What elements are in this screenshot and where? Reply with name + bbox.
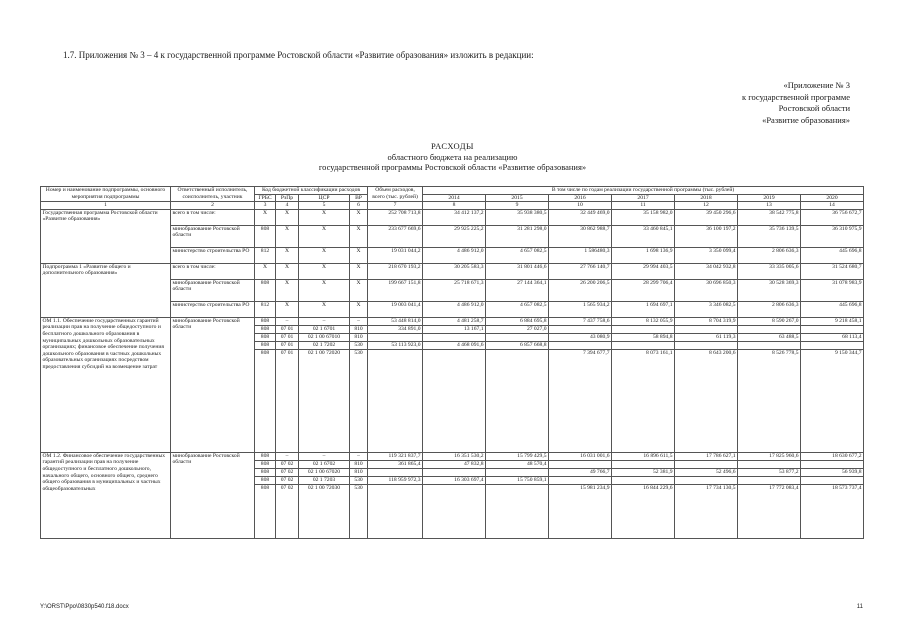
year-value-cell: 1 698 136,9: [612, 247, 675, 263]
year-value-cell: 8 704 319,9: [675, 317, 738, 325]
column-number: 4: [276, 202, 299, 210]
total-cell: 119 321 837,7: [368, 452, 423, 460]
year-value-cell: 56 939,8: [801, 468, 864, 476]
rzpr-cell: X: [276, 279, 299, 301]
appendix-line: к государственной программе: [741, 91, 850, 102]
rzpr-cell: X: [276, 301, 299, 317]
year-value-cell: 58 894,8: [612, 333, 675, 341]
year-value-cell: 34 412 137,2: [423, 209, 486, 225]
year-value-cell: 68 113,4: [801, 333, 864, 341]
year-value-cell: 29 925 225,2: [423, 225, 486, 247]
csr-cell: 02 1 00 67010: [299, 333, 350, 341]
header-executor: Ответственный исполнитель, соисполнитель, участник: [171, 187, 255, 202]
vr-cell: 810: [350, 468, 368, 476]
year-value-cell: 8 132 055,9: [612, 317, 675, 325]
year-value-cell: [486, 349, 549, 452]
year-value-cell: 39 450 296,6: [675, 209, 738, 225]
total-cell: 19 031 044,2: [368, 247, 423, 263]
year-value-cell: [675, 325, 738, 333]
column-number: 12: [675, 202, 738, 210]
year-value-cell: 53 877,2: [738, 468, 801, 476]
executor-cell: минобразование Ростовской области: [171, 317, 255, 452]
expenses-table: [40, 186, 864, 539]
rzpr-cell: 07 02: [276, 484, 299, 538]
year-value-cell: 38 542 775,8: [738, 209, 801, 225]
appendix-header: [690, 80, 850, 126]
page-number: 11: [856, 604, 863, 610]
table-row: [41, 317, 864, 325]
year-value-cell: 16 896 611,5: [612, 452, 675, 460]
year-value-cell: [486, 468, 549, 476]
vr-cell: –: [350, 452, 368, 460]
grbs-cell: 812: [255, 247, 276, 263]
year-value-cell: 31 281 298,0: [486, 225, 549, 247]
header-year: 2014: [423, 194, 486, 202]
year-value-cell: 31 078 983,9: [801, 279, 864, 301]
header-total: Объем расходов, всего (тыс. рублей): [368, 187, 423, 202]
year-value-cell: 8 073 161,1: [612, 349, 675, 452]
year-value-cell: 15 799 429,5: [486, 452, 549, 460]
year-value-cell: 4 468 091,6: [423, 341, 486, 349]
year-value-cell: 4 657 082,5: [486, 301, 549, 317]
total-cell: [368, 333, 423, 341]
year-value-cell: [738, 460, 801, 468]
year-value-cell: [612, 325, 675, 333]
vr-cell: –: [350, 317, 368, 325]
header-csr: ЦСР: [299, 194, 350, 202]
year-value-cell: 16 031 001,6: [549, 452, 612, 460]
total-cell: [368, 468, 423, 476]
executor-cell: министерство строительства РО: [171, 301, 255, 317]
rzpr-cell: X: [276, 225, 299, 247]
year-value-cell: [675, 476, 738, 484]
program-name-cell: Подпрограмма 1 «Развитие общего и дополнительного образования»: [41, 263, 171, 317]
grbs-cell: 808: [255, 476, 276, 484]
year-value-cell: 36 756 672,7: [801, 209, 864, 225]
year-value-cell: 36 100 197,2: [675, 225, 738, 247]
year-value-cell: 48 570,4: [486, 460, 549, 468]
rzpr-cell: X: [276, 247, 299, 263]
year-value-cell: 15 981 234,9: [549, 484, 612, 538]
total-cell: 53 113 923,0: [368, 341, 423, 349]
year-value-cell: [738, 341, 801, 349]
year-value-cell: 6 884 695,8: [486, 317, 549, 325]
vr-cell: 530: [350, 349, 368, 452]
year-value-cell: [549, 460, 612, 468]
year-value-cell: [612, 341, 675, 349]
grbs-cell: 808: [255, 460, 276, 468]
year-value-cell: [549, 476, 612, 484]
csr-cell: 02 1 6701: [299, 325, 350, 333]
year-value-cell: 27 144 364,1: [486, 279, 549, 301]
column-number: 6: [350, 202, 368, 210]
year-value-cell: 16 351 530,2: [423, 452, 486, 460]
year-value-cell: [675, 341, 738, 349]
vr-cell: 810: [350, 460, 368, 468]
year-value-cell: 2 806 636,3: [738, 301, 801, 317]
rzpr-cell: 07 01: [276, 341, 299, 349]
year-value-cell: [801, 460, 864, 468]
title-line-3: государственной программы Ростовской области «Развитие образования»: [318, 162, 587, 172]
year-value-cell: 61 119,3: [675, 333, 738, 341]
grbs-cell: 808: [255, 484, 276, 538]
measure-name-cell: ОМ 1.1. Обеспечение государственных гарантий реализации прав на получение общедоступного и бесплатного дошкольного образования в муниципальных дошкольных образовательных организациях; финансовое обеспечение получения дошкольного образования в частных дошкольных образовательных организациях посредством предоставления субсидий на возмещение затрат: [41, 317, 171, 452]
rzpr-cell: 07 01: [276, 325, 299, 333]
year-value-cell: 17 772 083,4: [738, 484, 801, 538]
grbs-cell: 812: [255, 301, 276, 317]
year-value-cell: 18 630 677,2: [801, 452, 864, 460]
year-value-cell: 36 310 975,9: [801, 225, 864, 247]
executor-cell: всего в том числе:: [171, 209, 255, 225]
grbs-cell: 808: [255, 225, 276, 247]
year-value-cell: 445 696,8: [801, 301, 864, 317]
rzpr-cell: 07 01: [276, 349, 299, 452]
csr-cell: 02 1 7202: [299, 341, 350, 349]
vr-cell: 810: [350, 325, 368, 333]
year-value-cell: 17 786 627,1: [675, 452, 738, 460]
grbs-cell: 808: [255, 279, 276, 301]
year-value-cell: 34 042 932,8: [675, 263, 738, 279]
csr-cell: X: [299, 301, 350, 317]
vr-cell: X: [350, 209, 368, 225]
csr-cell: X: [299, 279, 350, 301]
year-value-cell: [486, 484, 549, 538]
year-value-cell: 52 381,9: [612, 468, 675, 476]
csr-cell: X: [299, 247, 350, 263]
program-name-cell: Государственная программа Ростовской области «Развитие образования»: [41, 209, 171, 263]
header-year: 2017: [612, 194, 675, 202]
header-year: 2018: [675, 194, 738, 202]
csr-cell: 02 1 6702: [299, 460, 350, 468]
year-value-cell: 3 350 099,4: [675, 247, 738, 263]
grbs-cell: 808: [255, 349, 276, 452]
column-number: 11: [612, 202, 675, 210]
year-value-cell: 33 460 845,1: [612, 225, 675, 247]
grbs-cell: 808: [255, 317, 276, 325]
table-body: [41, 209, 864, 538]
year-value-cell: [801, 341, 864, 349]
table-row: [41, 263, 864, 279]
file-path: Y:\ORST\Ppo\0830p540.f18.docx: [40, 604, 129, 610]
year-value-cell: 35 736 139,5: [738, 225, 801, 247]
header-rzpr: РзПр: [276, 194, 299, 202]
column-number: 13: [738, 202, 801, 210]
column-number: 5: [299, 202, 350, 210]
year-value-cell: 18 573 737,4: [801, 484, 864, 538]
year-value-cell: 31 801 446,6: [486, 263, 549, 279]
total-cell: 252 708 713,8: [368, 209, 423, 225]
grbs-cell: 808: [255, 468, 276, 476]
year-value-cell: 16 303 697,4: [423, 476, 486, 484]
rzpr-cell: 07 01: [276, 333, 299, 341]
column-number: 2: [171, 202, 255, 210]
rzpr-cell: X: [276, 263, 299, 279]
vr-cell: X: [350, 279, 368, 301]
intro-text: 1.7. Приложения № 3 – 4 к государственной программе Ростовской области «Развитие образования» изложить в редакции:: [63, 50, 534, 60]
column-number: 3: [255, 202, 276, 210]
year-value-cell: [423, 484, 486, 538]
total-cell: 199 667 151,8: [368, 279, 423, 301]
year-value-cell: 2 806 636,3: [738, 247, 801, 263]
executor-cell: всего в том числе:: [171, 263, 255, 279]
year-value-cell: 4 486 912,0: [423, 301, 486, 317]
grbs-cell: 808: [255, 452, 276, 460]
year-value-cell: 27 027,0: [486, 325, 549, 333]
year-value-cell: 9 218 458,1: [801, 317, 864, 325]
year-value-cell: 35 158 982,0: [612, 209, 675, 225]
title-line-1: РАСХОДЫ: [431, 141, 474, 151]
year-value-cell: 63 488,5: [738, 333, 801, 341]
year-value-cell: 7 437 758,6: [549, 317, 612, 325]
year-value-cell: [423, 349, 486, 452]
csr-cell: 02 1 7203: [299, 476, 350, 484]
executor-cell: минобразование Ростовской области: [171, 279, 255, 301]
year-value-cell: 29 994 403,5: [612, 263, 675, 279]
year-value-cell: [486, 333, 549, 341]
year-value-cell: 13 167,1: [423, 325, 486, 333]
year-value-cell: 52 496,6: [675, 468, 738, 476]
year-value-cell: [675, 460, 738, 468]
year-value-cell: 1 586480,3: [549, 247, 612, 263]
year-value-cell: 49 766,7: [549, 468, 612, 476]
appendix-line: Ростовской области: [778, 103, 850, 113]
expenses-table-wrap: [40, 186, 863, 539]
csr-cell: X: [299, 209, 350, 225]
total-cell: 118 959 972,3: [368, 476, 423, 484]
year-value-cell: 43 080,9: [549, 333, 612, 341]
year-value-cell: 25 718 671,3: [423, 279, 486, 301]
vr-cell: X: [350, 225, 368, 247]
year-value-cell: 30 696 850,3: [675, 279, 738, 301]
vr-cell: X: [350, 247, 368, 263]
rzpr-cell: X: [276, 209, 299, 225]
year-value-cell: 445 696,8: [801, 247, 864, 263]
year-value-cell: 30 528 369,3: [738, 279, 801, 301]
rzpr-cell: –: [276, 317, 299, 325]
column-number: 14: [801, 202, 864, 210]
table-header: [41, 187, 864, 210]
year-value-cell: 32 449 469,0: [549, 209, 612, 225]
year-value-cell: 8 590 267,0: [738, 317, 801, 325]
vr-cell: 810: [350, 333, 368, 341]
header-year: 2020: [801, 194, 864, 202]
vr-cell: 530: [350, 341, 368, 349]
year-value-cell: 15 750 859,1: [486, 476, 549, 484]
year-value-cell: 3 346 082,5: [675, 301, 738, 317]
year-value-cell: 17 734 130,5: [675, 484, 738, 538]
year-value-cell: 28 299 706,4: [612, 279, 675, 301]
executor-cell: минобразование Ростовской области: [171, 452, 255, 538]
header-name: Номер и наименование подпрограммы, основного мероприятия подпрограммы: [41, 187, 171, 202]
year-value-cell: [549, 325, 612, 333]
year-value-cell: [549, 341, 612, 349]
grbs-cell: 808: [255, 325, 276, 333]
year-value-cell: [612, 476, 675, 484]
total-cell: 361 865,4: [368, 460, 423, 468]
grbs-cell: X: [255, 263, 276, 279]
header-budget-code: Код бюджетной классификации расходов: [255, 187, 368, 195]
year-value-cell: 26 200 206,5: [549, 279, 612, 301]
column-number: 7: [368, 202, 423, 210]
year-value-cell: 33 335 005,6: [738, 263, 801, 279]
year-value-cell: 6 857 668,8: [486, 341, 549, 349]
total-cell: 218 670 193,2: [368, 263, 423, 279]
table-row: [41, 209, 864, 225]
year-value-cell: 16 844 229,6: [612, 484, 675, 538]
executor-cell: министерство строительства РО: [171, 247, 255, 263]
year-value-cell: [801, 476, 864, 484]
year-value-cell: 27 766 140,7: [549, 263, 612, 279]
table-row: [41, 452, 864, 460]
vr-cell: 530: [350, 484, 368, 538]
column-number: 9: [486, 202, 549, 210]
total-cell: 233 677 669,6: [368, 225, 423, 247]
year-value-cell: 47 832,8: [423, 460, 486, 468]
csr-cell: 02 1 00 72030: [299, 484, 350, 538]
year-value-cell: 30 205 583,3: [423, 263, 486, 279]
header-grbs: ГРБС: [255, 194, 276, 202]
year-value-cell: [423, 333, 486, 341]
rzpr-cell: 07 02: [276, 460, 299, 468]
column-number-row: [41, 202, 864, 210]
rzpr-cell: 07 02: [276, 476, 299, 484]
total-cell: [368, 349, 423, 452]
year-value-cell: 7 394 677,7: [549, 349, 612, 452]
vr-cell: 530: [350, 476, 368, 484]
total-cell: 53 448 814,0: [368, 317, 423, 325]
column-number: 10: [549, 202, 612, 210]
year-value-cell: 4 481 258,7: [423, 317, 486, 325]
header-year: 2016: [549, 194, 612, 202]
csr-cell: 02 1 00 72020: [299, 349, 350, 452]
year-value-cell: [738, 476, 801, 484]
header-year: 2015: [486, 194, 549, 202]
grbs-cell: X: [255, 209, 276, 225]
appendix-line: «Приложение № 3: [783, 80, 850, 90]
csr-cell: –: [299, 452, 350, 460]
column-number: 8: [423, 202, 486, 210]
grbs-cell: 808: [255, 341, 276, 349]
year-value-cell: 9 150 344,7: [801, 349, 864, 452]
csr-cell: X: [299, 263, 350, 279]
measure-name-cell: ОМ 1.2. Финансовое обеспечение государственных гарантий реализации прав на получение общедоступного и бесплатного дошкольного, начального общего, основного общего, среднего общего образования в муниципальных и частных общеобразовательных: [41, 452, 171, 538]
rzpr-cell: 07 02: [276, 468, 299, 476]
appendix-line: «Развитие образования»: [762, 114, 850, 125]
total-cell: 19 003 041,4: [368, 301, 423, 317]
year-value-cell: [801, 325, 864, 333]
year-value-cell: 4 486 912,0: [423, 247, 486, 263]
vr-cell: X: [350, 301, 368, 317]
header-vr: ВР: [350, 194, 368, 202]
year-value-cell: 30 862 988,7: [549, 225, 612, 247]
executor-cell: минобразование Ростовской области: [171, 225, 255, 247]
header-by-year: В том числе по годам реализации государственной программы (тыс. рублей): [423, 187, 864, 195]
year-value-cell: 1 565 934,2: [549, 301, 612, 317]
year-value-cell: 1 694 697,1: [612, 301, 675, 317]
year-value-cell: 4 657 082,5: [486, 247, 549, 263]
vr-cell: X: [350, 263, 368, 279]
column-number: 1: [41, 202, 171, 210]
rzpr-cell: –: [276, 452, 299, 460]
document-title: [0, 141, 905, 173]
total-cell: [368, 484, 423, 538]
year-value-cell: 17 825 960,6: [738, 452, 801, 460]
year-value-cell: [612, 460, 675, 468]
header-year: 2019: [738, 194, 801, 202]
csr-cell: –: [299, 317, 350, 325]
title-line-2: областного бюджета на реализацию: [387, 151, 518, 162]
grbs-cell: 808: [255, 333, 276, 341]
year-value-cell: 8 643 200,6: [675, 349, 738, 452]
year-value-cell: 31 524 680,7: [801, 263, 864, 279]
year-value-cell: [423, 468, 486, 476]
csr-cell: X: [299, 225, 350, 247]
year-value-cell: 35 938 380,5: [486, 209, 549, 225]
total-cell: 334 891,0: [368, 325, 423, 333]
csr-cell: 02 1 00 67020: [299, 468, 350, 476]
year-value-cell: 8 526 778,5: [738, 349, 801, 452]
year-value-cell: [738, 325, 801, 333]
